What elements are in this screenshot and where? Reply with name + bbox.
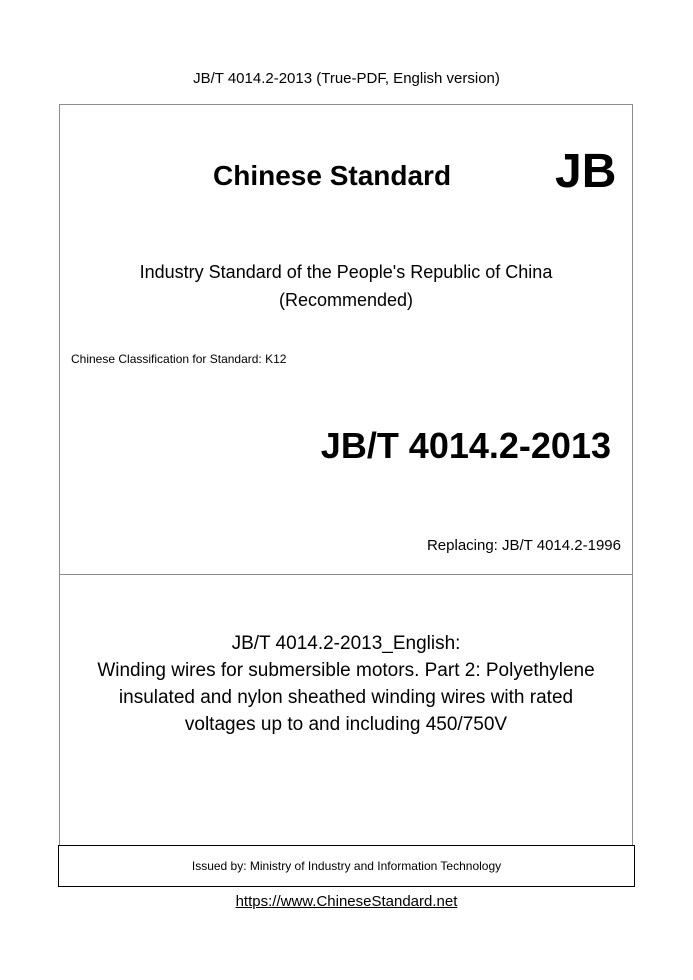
standard-number: JB/T 4014.2-2013 — [320, 425, 611, 466]
standard-code-badge: JB — [555, 145, 617, 198]
cover-description-section — [60, 575, 632, 847]
description-line-1: JB/T 4014.2-2013_English: — [231, 633, 461, 654]
description-line-2: Winding wires for submersible motors. Part 2: Polyethylene — [97, 660, 595, 681]
description-line-3: insulated and nylon sheathed winding wires with rated — [118, 687, 574, 708]
document-header: JB/T 4014.2-2013 (True-PDF, English version) — [193, 70, 500, 87]
cover-frame — [59, 104, 633, 886]
issued-by-box: Issued by: Ministry of Industry and Information Technology — [58, 845, 635, 887]
cover-top-section — [60, 105, 632, 575]
description-line-4: voltages up to and including 450/750V — [184, 714, 508, 735]
replacing-text: Replacing: JB/T 4014.2-1996 — [426, 537, 621, 554]
website-link[interactable]: https://www.ChineseStandard.net — [235, 893, 458, 910]
classification-text: Chinese Classification for Standard: K12 — [71, 352, 287, 366]
cover-title: Chinese Standard — [213, 160, 452, 191]
recommended-label: (Recommended) — [278, 290, 414, 310]
industry-standard-line: Industry Standard of the People's Republic of China — [139, 262, 553, 282]
